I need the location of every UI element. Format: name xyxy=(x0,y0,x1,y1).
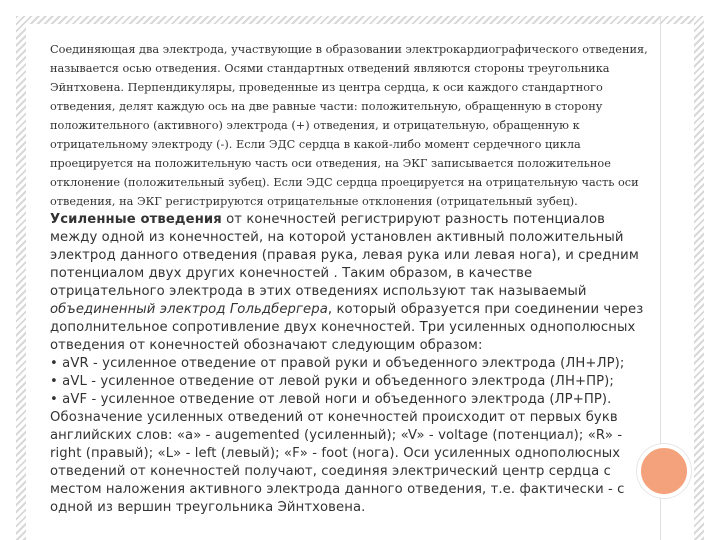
augmented-leads-term: Усиленные отведения xyxy=(50,212,222,227)
slide-content xyxy=(50,40,650,517)
augmented-leads-paragraph xyxy=(50,211,650,355)
goldberger-electrode-term: объединенный электрод Гольдбергера xyxy=(50,302,328,317)
slide-top-border xyxy=(16,16,704,24)
bullet-avf: • aVF - усиленное отведение от левой ноги и объеденного электрода (ЛР+ПР). Обозначение усиленных отведений от конечностей происходит от первых букв английских слов: «a» - augemented (усиленный); «V» - voltage (потенциал); «R» - right (правый); «L» - left (левый); «F» - foot (нога). Оси усиленных однополюсных отведений от конечностей получают, соединяя электрический центр сердца с местом наложения активного электрода данного отведения, т.е. фактически - с одной из вершин треугольника Эйнтховена. xyxy=(50,392,625,515)
slide-left-border xyxy=(16,16,26,540)
bullet-avr: • aVR - усиленное отведение от правой руки и объеденного электрода (ЛН+ЛР); xyxy=(50,356,625,371)
slide-right-border xyxy=(694,16,704,540)
augmented-leads-text-2: , который образуется при соединении через дополнительное сопротивление двух конечностей. Три усиленных однополюсных отведения от конечностей обозначают следующим образом: xyxy=(50,302,644,353)
augmented-leads-section xyxy=(50,211,650,517)
augmented-leads-text-1: от конечностей регистрируют разность потенциалов между одной из конечностей, на которой установлен активный положительный электрод данного отведения (правая рука, левая рука или левая нога), и средним потенциалом двух других конечностей . Таким образом, в качестве отрицательного электрода в этих отведениях используют так называемый xyxy=(50,212,639,299)
lead-axis-paragraph: Соединяющая два электрода, участвующие в образовании электрокардиографического отведения, называется осью отведения. Осями стандартных отведений являются стороны треугольника Эйнтховена. Перпендикуляры, проведенные из центра сердца, к оси каждого стандартного отведения, делят каждую ось на две равные части: положительную, обращенную в сторону положительного (активного) электрода (+) отведения, и отрицательную, обращенную к отрицательному электроду (-). Если ЭДС сердца в какой-либо момент сердечного цикла проецируется на положительную часть оси отведения, на ЭКГ записывается положительное отклонение (положительный зубец). Если ЭДС сердца проецируется на отрицательную часть оси отведения, на ЭКГ регистрируются отрицательные отклонения (отрицательный зубец). xyxy=(50,43,648,208)
bullet-avl: • aVL - усиленное отведение от левой руки и объеденного электрода (ЛН+ПР); xyxy=(50,374,614,389)
